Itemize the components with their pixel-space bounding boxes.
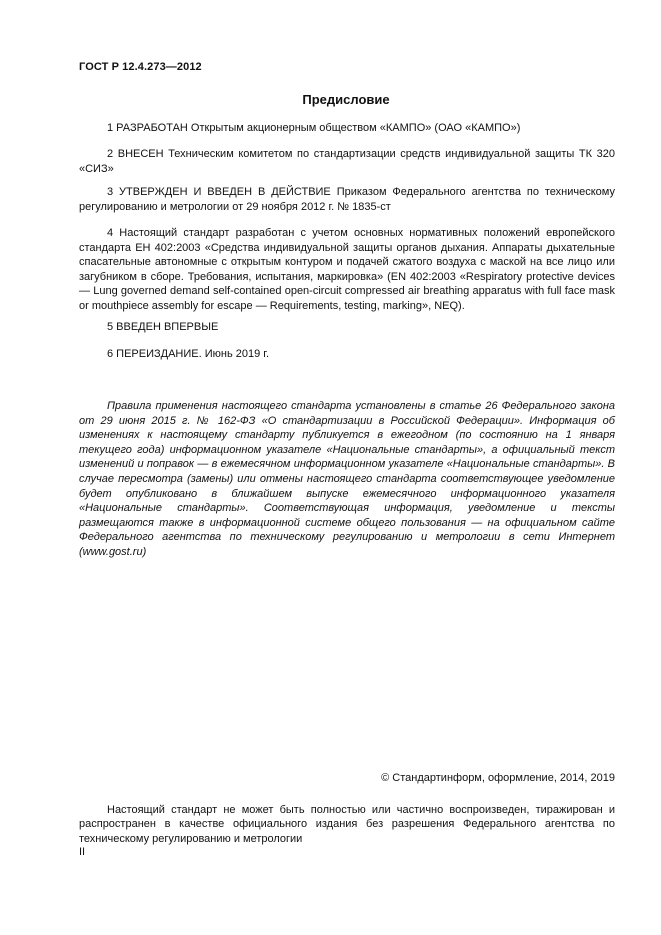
paragraph-3 [79, 185, 615, 214]
paragraph-6-text: 6 ПЕРЕИЗДАНИЕ. Июнь 2019 г. [107, 348, 269, 360]
paragraph-2-text: 2 ВНЕСЕН Техническим комитетом по стандартизации средств индивидуальной защиты ТК 320 «СИЗ» [79, 148, 615, 175]
paragraph-1-text: 1 РАЗРАБОТАН Открытым акционерным обществом «КАМПО» (ОАО «КАМПО») [107, 122, 521, 134]
paragraph-4 [79, 226, 615, 313]
page-number: II [79, 846, 86, 858]
reproduction-notice-text: Настоящий стандарт не может быть полностью или частично воспроизведен, тиражирован и распространен в качестве официального издания без разрешения Федерального агентства по техническому регулированию и метрологии [79, 804, 615, 845]
paragraph-4-text: 4 Настоящий стандарт разработан с учетом основных нормативных положений европейского стандарта ЕН 402:2003 «Средства индивидуальной защиты органов дыхания. Аппараты дыхательные спасательные автономные с открытым контуром и подачей сжатого воздуха с маской на все лицо или загубником в сборе. Требования, испытания, маркировка» (EN 402:2003 «Respiratory protective devices — Lung governed demand self-contained open-circuit compressed air breathing apparatus with full face mask or mouthpiece assembly for escape — Requirements, testing, marking», NEQ). [79, 227, 615, 312]
paragraph-6 [79, 347, 615, 362]
paragraph-5 [79, 320, 615, 335]
paragraph-5-text: 5 ВВЕДЕН ВПЕРВЫЕ [107, 321, 219, 333]
paragraph-2 [79, 147, 615, 176]
application-rules-note [79, 399, 615, 560]
copyright-line: © Стандартинформ, оформление, 2014, 2019 [381, 772, 615, 784]
reproduction-notice [79, 803, 615, 846]
page-title: Предисловие [302, 92, 390, 107]
standard-code-header: ГОСТ Р 12.4.273—2012 [79, 61, 202, 73]
note-text: Правила применения настоящего стандарта установлены в статье 26 Федерального закона от 29 июня 2015 г. № 162-ФЗ «О стандартизации в Российской Федерации». Информация об изменениях к настоящему стандарту публикуется в ежегодном (по состоянию на 1 января текущего года) информационном указателе «Национальные стандарты», а официальный текст изменений и поправок — в ежемесячном информационном указателе «Национальные стандарты». В случае пересмотра (замены) или отмены настоящего стандарта соответствующее уведомление будет опубликовано в ближайшем выпуске ежемесячного информационного указателя «Национальные стандарты». Соответствующая информация, уведомление и тексты размещаются также в информационной системе общего пользования — на официальном сайте Федерального агентства по техническому регулированию и метрологии в сети Интернет (www.gost.ru) [79, 400, 615, 558]
paragraph-3-text: 3 УТВЕРЖДЕН И ВВЕДЕН В ДЕЙСТВИЕ Приказом Федерального агентства по техническому регулированию и метрологии от 29 ноября 2012 г. № 1835-ст [79, 186, 615, 213]
paragraph-1 [79, 121, 615, 136]
